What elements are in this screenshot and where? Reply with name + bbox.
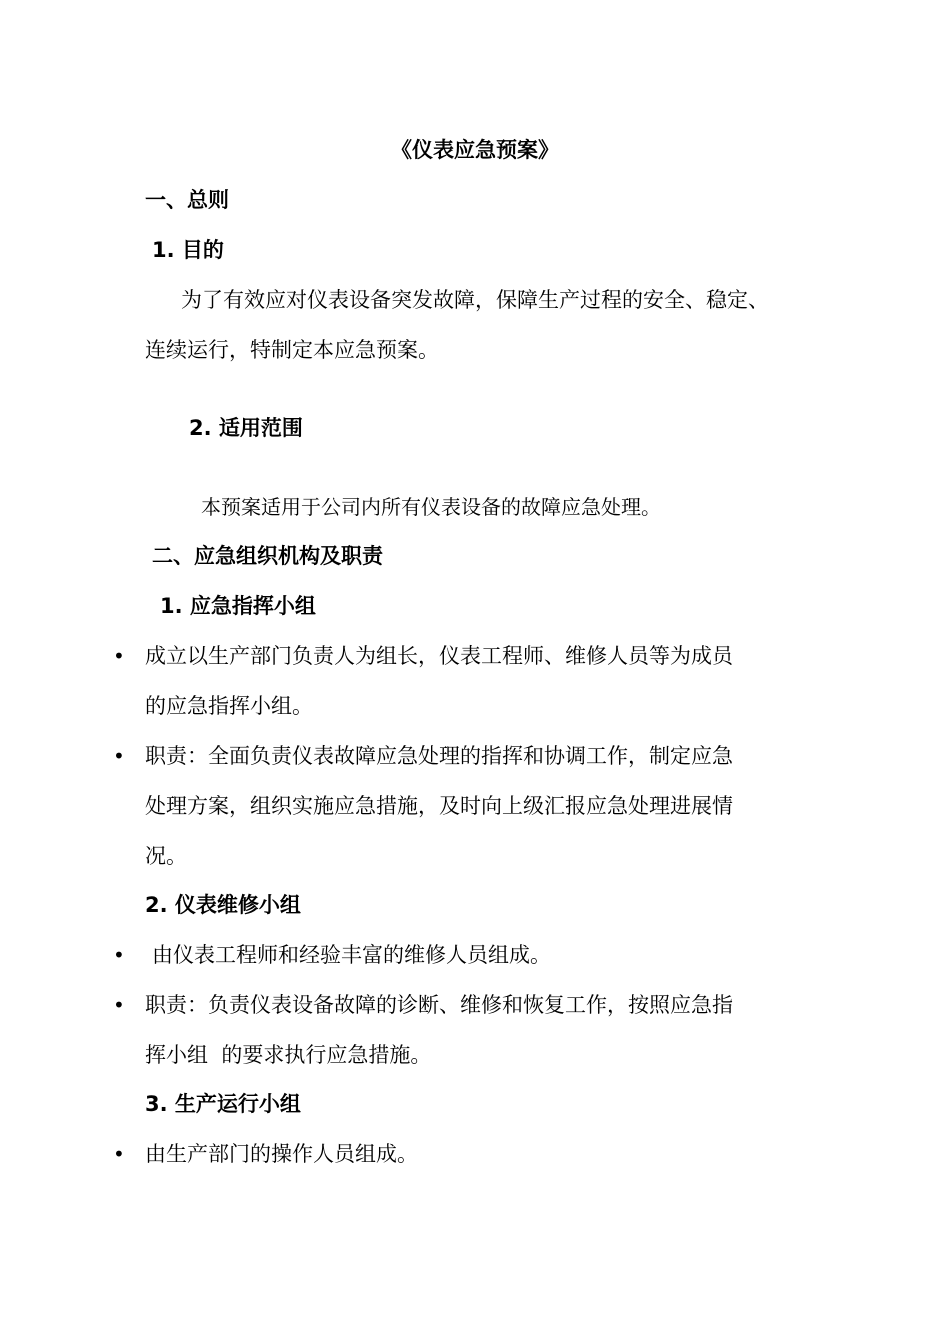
document-title: 《仪表应急预案》: [391, 138, 559, 162]
group-2-item-2-line-2: 挥小组 的要求执行应急措施。: [145, 1043, 432, 1067]
group-2-item-2-line-1: 职责：负责仪表设备故障的诊断、维修和恢复工作，按照应急指: [145, 993, 733, 1017]
group-2-item-1-line-1: 由仪表工程师和经验丰富的维修人员组成。: [152, 943, 551, 967]
scope-text: 本预案适用于公司内所有仪表设备的故障应急处理。: [201, 495, 661, 519]
group-1-item-2-line-1: 职责：全面负责仪表故障应急处理的指挥和协调工作，制定应急: [145, 744, 733, 768]
group-1-heading: 1. 应急指挥小组: [160, 594, 316, 618]
group-2-heading: 2. 仪表维修小组: [145, 893, 301, 917]
purpose-text-line-2: 连续运行，特制定本应急预案。: [145, 338, 439, 362]
bullet-marker: •: [113, 744, 125, 768]
group-3-item-1-line-1: 由生产部门的操作人员组成。: [145, 1142, 418, 1166]
group-1-item-1-line-2: 的应急指挥小组。: [145, 694, 313, 718]
group-1-item-1-line-1: 成立以生产部门负责人为组长，仪表工程师、维修人员等为成员: [145, 644, 733, 668]
bullet-marker: •: [113, 993, 125, 1017]
group-1-item-2-line-3: 况。: [145, 844, 187, 868]
section-1-2-heading: 2. 适用范围: [189, 416, 303, 440]
section-1-heading: 一、总则: [145, 188, 229, 212]
section-2-heading: 二、应急组织机构及职责: [152, 544, 383, 568]
group-1-item-2-line-2: 处理方案，组织实施应急措施，及时向上级汇报应急处理进展情: [145, 794, 733, 818]
bullet-marker: •: [113, 943, 125, 967]
bullet-marker: •: [113, 644, 125, 668]
purpose-text-line-1: 为了有效应对仪表设备突发故障，保障生产过程的安全、稳定、: [181, 288, 769, 312]
group-3-heading: 3. 生产运行小组: [145, 1092, 301, 1116]
section-1-1-heading: 1. 目的: [152, 238, 224, 262]
bullet-marker: •: [113, 1142, 125, 1166]
